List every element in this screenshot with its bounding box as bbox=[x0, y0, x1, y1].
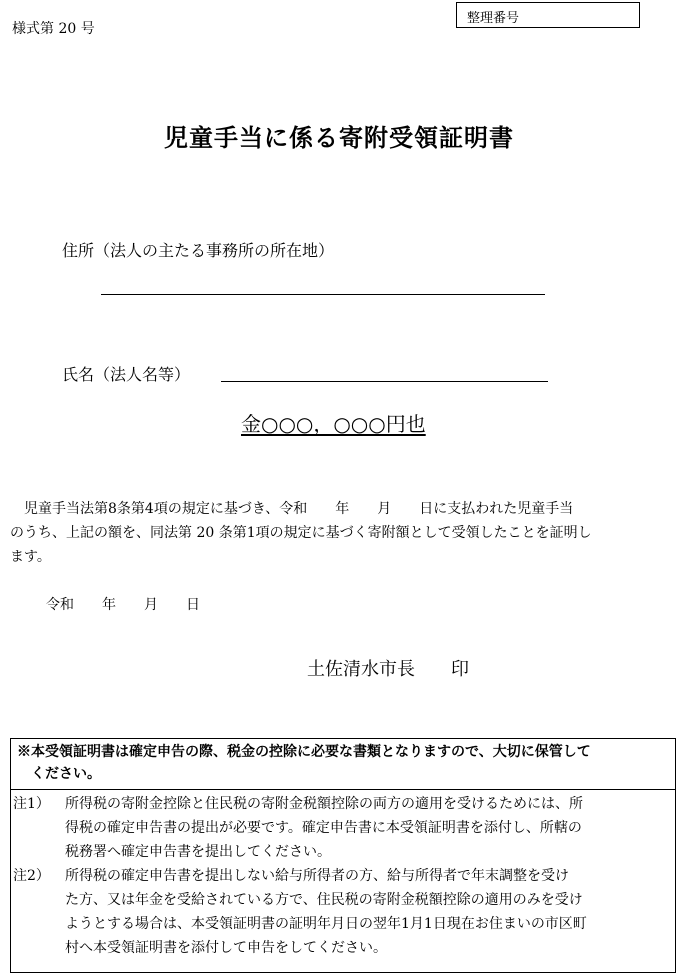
name-label: 氏名（法人名等） bbox=[62, 365, 191, 384]
address-fill-line bbox=[101, 294, 545, 295]
note-item bbox=[11, 792, 675, 864]
note-line: ようとする場合は、本受領証明書の証明年月日の翌年1月1日現在お住まいの市区町 bbox=[65, 916, 587, 932]
signer-seal: 土佐清水市長 印 bbox=[307, 659, 469, 680]
statement-line: のうち、上記の額を、同法第 20 条第1項の規定に基づく寄附額として受領したことを証明し bbox=[10, 525, 592, 541]
note-line: た方、又は年金を受給されている方で、住民税の寄附金税額控除の適用のみを受け bbox=[65, 892, 583, 908]
note-line: 所得税の確定申告書を提出しない給与所得者の方、給与所得者で年末調整を受け bbox=[65, 868, 569, 884]
note-line: 税務署へ確定申告書を提出してください。 bbox=[65, 844, 331, 860]
note-body bbox=[65, 864, 587, 960]
statement-line: ます。 bbox=[10, 549, 51, 565]
note-body bbox=[65, 792, 583, 864]
certification-statement bbox=[10, 497, 678, 569]
form-number: 様式第 20 号 bbox=[12, 21, 95, 37]
note-line: 得税の確定申告書の提出が必要です。確定申告書に本受領証明書を添付し、所轄の bbox=[65, 820, 582, 836]
notes-list bbox=[11, 790, 675, 960]
notes-box bbox=[10, 738, 676, 973]
notice-line: ください。 bbox=[17, 766, 101, 782]
notice-header bbox=[11, 739, 675, 790]
address-label: 住所（法人の主たる事務所の所在地） bbox=[62, 241, 335, 260]
note-marker: 注2） bbox=[13, 868, 50, 884]
note-marker: 注1） bbox=[13, 796, 50, 812]
donation-amount: 金○○○，○○○円也 bbox=[241, 412, 426, 436]
note-item bbox=[11, 864, 675, 960]
note-line: 所得税の寄附金控除と住民税の寄附金税額控除の両方の適用を受けるためには、所 bbox=[65, 796, 583, 812]
reference-number-label: 整理番号 bbox=[467, 11, 520, 26]
issue-date: 令和 年 月 日 bbox=[46, 597, 200, 613]
note-line: 村へ本受領証明書を添付して申告をしてください。 bbox=[65, 940, 387, 956]
document-title: 児童手当に係る寄附受領証明書 bbox=[164, 123, 514, 152]
reference-number-box bbox=[456, 2, 640, 28]
name-fill-line bbox=[221, 381, 548, 382]
statement-line: 児童手当法第8条第4項の規定に基づき、令和 年 月 日に支払われた児童手当 bbox=[24, 501, 574, 517]
notice-line: ※本受領証明書は確定申告の際、税金の控除に必要な書類となりますので、大切に保管して bbox=[17, 744, 591, 760]
